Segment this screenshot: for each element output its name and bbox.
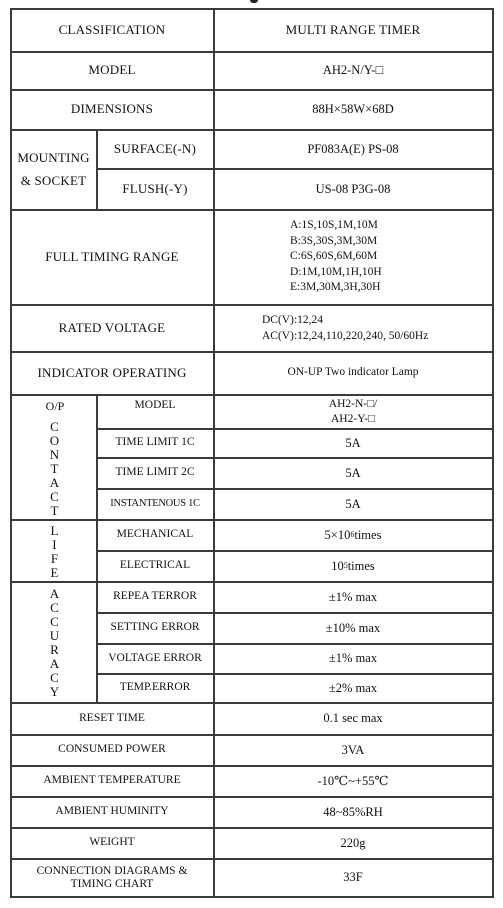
ambient-temperature-value: -10℃~+55℃	[317, 773, 389, 788]
ac-voltage: AC(V):12,24,110,220,240, 50/60Hz	[262, 330, 429, 342]
flush-value: US-08 P3G-08	[315, 181, 391, 196]
ambient-humidity-value: 48~85%RH	[323, 804, 383, 819]
mounting-socket-label	[11, 130, 96, 209]
contact-vertical-label: CONTACT	[46, 419, 62, 517]
classification-value: MULTI RANGE TIMER	[285, 21, 421, 37]
dimensions-value: 88H×58W×68D	[312, 102, 394, 117]
rated-voltage-label: RATED VOLTAGE	[58, 319, 166, 335]
op-model-value	[214, 395, 492, 428]
life-label	[11, 520, 96, 581]
electrical-label: ELECTRICAL	[119, 559, 191, 572]
reset-time-value: 0.1 sec max	[323, 711, 383, 726]
time-limit-1c-value: 5A	[345, 435, 361, 450]
row-border	[10, 896, 494, 898]
surface-label: SURFACE(-N)	[113, 140, 197, 156]
time-limit-2c-label: TIME LIMIT 2C	[115, 466, 195, 479]
classification-label: CLASSIFICATION	[58, 21, 166, 37]
electrical-value-exponent: 5	[343, 561, 348, 571]
timing-range-list	[290, 214, 490, 300]
op-model-value-1: AH2-N-□/	[328, 397, 378, 410]
timing-range-e: E:3M,30M,3H,30H	[290, 281, 381, 294]
voltage-error-label: VOLTAGE ERROR	[108, 651, 202, 664]
weight-label: WEIGHT	[89, 836, 135, 849]
instantaneous-label: INSTANTENOUS 1C	[110, 497, 200, 509]
setting-error-value: ±10% max	[325, 620, 381, 635]
timing-range-d: D:1M,10M,1H,10H	[290, 265, 382, 278]
mounting-label-line1: MOUNTING	[17, 149, 90, 165]
mechanical-value-exponent: 6	[350, 530, 355, 540]
surface-value: PF083A(E) PS-08	[307, 141, 399, 156]
setting-error-label: SETTING ERROR	[110, 621, 200, 634]
electrical-value-unit: times	[347, 558, 375, 573]
table-right-border	[492, 8, 494, 897]
time-limit-2c-value: 5A	[345, 465, 361, 480]
op-model-label: MODEL	[134, 399, 176, 412]
model-value: AH2-N/Y-□	[322, 63, 384, 78]
op-model-value-2: AH2-Y-□	[331, 412, 375, 425]
instantaneous-value: 5A	[345, 496, 361, 511]
accuracy-label	[11, 582, 96, 702]
indicator-value: ON-UP Two indicator Lamp	[287, 366, 419, 379]
indicator-label: INDICATOR OPERATING	[37, 364, 187, 380]
mechanical-value-base: 5×10	[324, 527, 351, 542]
electrical-value-base: 10	[331, 558, 344, 573]
time-limit-1c-label: TIME LIMIT 1C	[115, 436, 195, 449]
mechanical-value	[214, 520, 492, 550]
flush-label: FLUSH(-Y)	[122, 180, 188, 196]
dimensions-label: DIMENSIONS	[70, 101, 154, 117]
consumed-power-label: CONSUMED POWER	[58, 743, 166, 756]
model-label: MODEL	[88, 62, 136, 78]
connection-diagrams-label	[11, 859, 213, 896]
mechanical-value-unit: times	[354, 527, 382, 542]
reset-time-label: RESET TIME	[79, 711, 145, 724]
weight-value: 220g	[340, 835, 366, 850]
temp-error-value: ±2% max	[328, 680, 378, 695]
mounting-label-line2: & SOCKET	[20, 172, 87, 188]
repeat-error-label: REPEA TERROR	[113, 590, 197, 603]
connection-label-line2: TIMING CHART	[70, 877, 154, 890]
rated-voltage-values	[262, 305, 492, 351]
timing-range-b: B:3S,30S,3M,30M	[290, 234, 378, 247]
life-vertical-label: LIFE	[46, 522, 62, 579]
mechanical-label: MECHANICAL	[116, 528, 194, 541]
voltage-error-value: ±1% max	[328, 651, 378, 666]
contact-label	[11, 419, 96, 517]
accuracy-vertical-label: ACCURACY	[46, 586, 62, 698]
timing-range-a: A:1S,10S,1M,10M	[290, 219, 378, 232]
consumed-power-value: 3VA	[341, 742, 365, 757]
dc-voltage: DC(V):12,24	[262, 314, 324, 326]
timing-range-label: FULL TIMING RANGE	[45, 248, 179, 264]
connection-diagrams-value: 33F	[343, 870, 363, 885]
op-label: O/P	[45, 399, 65, 414]
top-edge-mark	[250, 0, 258, 3]
ambient-temperature-label: AMBIENT TEMPERATURE	[43, 774, 181, 787]
ambient-humidity-label: AMBIENT HUMINITY	[55, 805, 169, 818]
temp-error-label: TEMP.ERROR	[119, 681, 191, 694]
connection-label-line1: CONNECTION DIAGRAMS &	[36, 864, 188, 877]
timing-range-c: C:6S,60S,6M,60M	[290, 250, 378, 263]
electrical-value	[214, 551, 492, 581]
repeat-error-value: ±1% max	[328, 589, 378, 604]
